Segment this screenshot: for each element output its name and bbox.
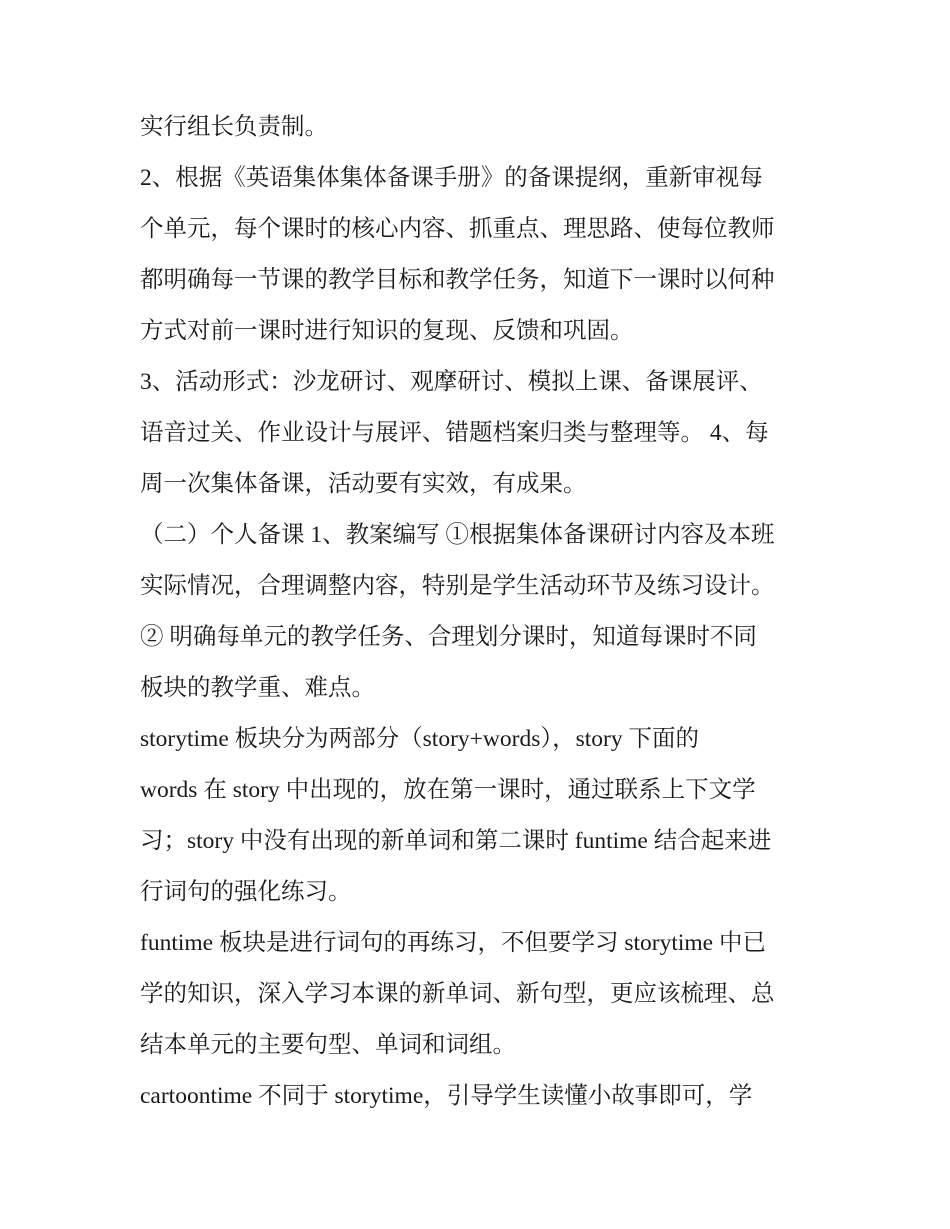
text-line: 语音过关、作业设计与展评、错题档案归类与整理等。 4、每 [140,420,769,446]
text-line: 周一次集体备课，活动要有实效，有成果。 [140,471,587,497]
text-line: 都明确每一节课的教学目标和教学任务，知道下一课时以何种 [140,267,775,293]
text-line: ② 明确每单元的教学任务、合理划分课时，知道每课时不同 [140,624,757,650]
text-line: storytime 板块分为两部分（story+words），story 下面的 [140,726,699,752]
text-line: 板块的教学重、难点。 [140,675,375,701]
text-line: 实际情况，合理调整内容，特别是学生活动环节及练习设计。 [140,573,775,599]
text-line: cartoontime 不同于 storytime，引导学生读懂小故事即可，学 [140,1083,753,1109]
text-line: 方式对前一课时进行知识的复现、反馈和巩固。 [140,318,634,344]
text-line: words 在 story 中出现的，放在第一课时，通过联系上下文学 [140,777,756,803]
text-line: 学的知识，深入学习本课的新单词、新句型，更应该梳理、总 [140,981,775,1007]
text-line: （二）个人备课 1、教案编写 ①根据集体备课研讨内容及本班 [140,522,775,548]
text-line: 结本单元的主要句型、单词和词组。 [140,1032,516,1058]
text-line: 实行组长负责制。 [140,114,328,140]
text-line: 个单元，每个课时的核心内容、抓重点、理思路、使每位教师 [140,216,775,242]
text-line: funtime 板块是进行词句的再练习，不但要学习 storytime 中已 [140,930,766,956]
text-line: 3、活动形式：沙龙研讨、观摩研讨、模拟上课、备课展评、 [140,369,763,395]
text-line: 2、根据《英语集体集体备课手册》的备课提纲，重新审视每 [140,165,763,191]
text-line: 习；story 中没有出现的新单词和第二课时 funtime 结合起来进 [140,828,772,854]
text-line: 行词句的强化练习。 [140,879,352,905]
